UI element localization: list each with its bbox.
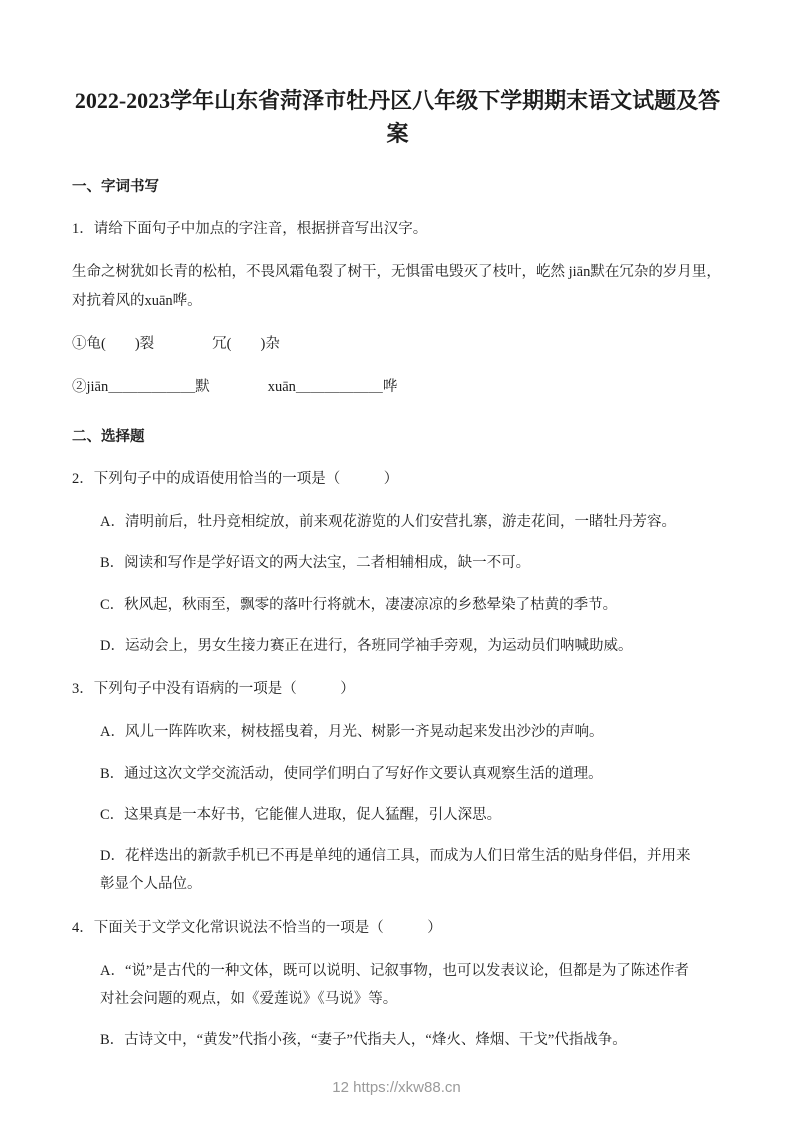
question-3-stem: 3．下列句子中没有语病的一项是（ ） bbox=[72, 681, 355, 698]
question-2-option-d: D．运动会上，男女生接力赛正在进行，各班同学袖手旁观，为运动员们呐喊助威。 bbox=[100, 637, 633, 654]
document-title: 2022-2023学年山东省菏泽市牡丹区八年级下学期期末语文试题及答案 bbox=[74, 88, 721, 146]
question-3-option-a: A．风儿一阵阵吹来，树枝摇曳着，月光、树影一齐晃动起来发出沙沙的声响。 bbox=[100, 724, 604, 741]
section-1-heading: 一、字词书写 bbox=[72, 179, 159, 195]
question-2-option-c: C．秋风起，秋雨至，飘零的落叶行将就木，凄凄凉凉的乡愁晕染了枯黄的季节。 bbox=[100, 596, 618, 613]
section-2-heading: 二、选择题 bbox=[72, 428, 145, 445]
question-2-stem: 2．下列句子中的成语使用恰当的一项是（ ） bbox=[72, 470, 399, 487]
question-1-stem: 1．请给下面句子中加点的字注音，根据拼音写出汉字。 bbox=[72, 221, 428, 238]
question-4-option-a: A．“说”是古代的一种文体，既可以说明、记叙事物，也可以发表议论，但都是为了陈述作者对社会问题的观点，如《爱莲说》《马说》等。 bbox=[100, 962, 689, 1008]
question-3-option-d: D．花样迭出的新款手机已不再是单纯的通信工具，而成为人们日常生活的贴身伴侣，并用来彰显个人品位。 bbox=[100, 848, 691, 893]
question-2-option-a: A．清明前后，牡丹竞相绽放，前来观花游览的人们安营扎寨，游走花间，一睹牡丹芳容。 bbox=[100, 513, 676, 530]
question-1-blank-line-2: ②jiān＿＿＿＿＿＿默 xuān＿＿＿＿＿＿哗 bbox=[72, 379, 398, 396]
page-footer bbox=[0, 1079, 793, 1096]
question-3-option-b: B．通过这次文学交流活动，使同学们明白了写好作文要认真观察生活的道理。 bbox=[100, 765, 603, 782]
question-3-option-c: C．这果真是一本好书，它能催人进取，促人猛醒，引人深思。 bbox=[100, 806, 502, 823]
question-4-stem: 4．下面关于文学文化常识说法不恰当的一项是（ ） bbox=[72, 919, 442, 936]
question-1-passage: 生命之树犹如长青的松柏，不畏风霜龟裂了树干，无惧雷电毁灭了枝叶，屹然 jiān默在冗杂的岁月里，对抗着风的xuān哗。 bbox=[72, 264, 721, 309]
question-2-option-b: B．阅读和写作是学好语文的两大法宝，二者相辅相成，缺一不可。 bbox=[100, 555, 531, 572]
page-number-watermark: 12 https://xkw88.cn bbox=[332, 1079, 461, 1096]
question-1-blank-line-1: ①龟( )裂 冗( )杂 bbox=[72, 335, 280, 352]
question-4-option-b: B．古诗文中，“黄发”代指小孩，“妻子”代指夫人，“烽火、烽烟、干戈”代指战争。 bbox=[100, 1032, 627, 1049]
